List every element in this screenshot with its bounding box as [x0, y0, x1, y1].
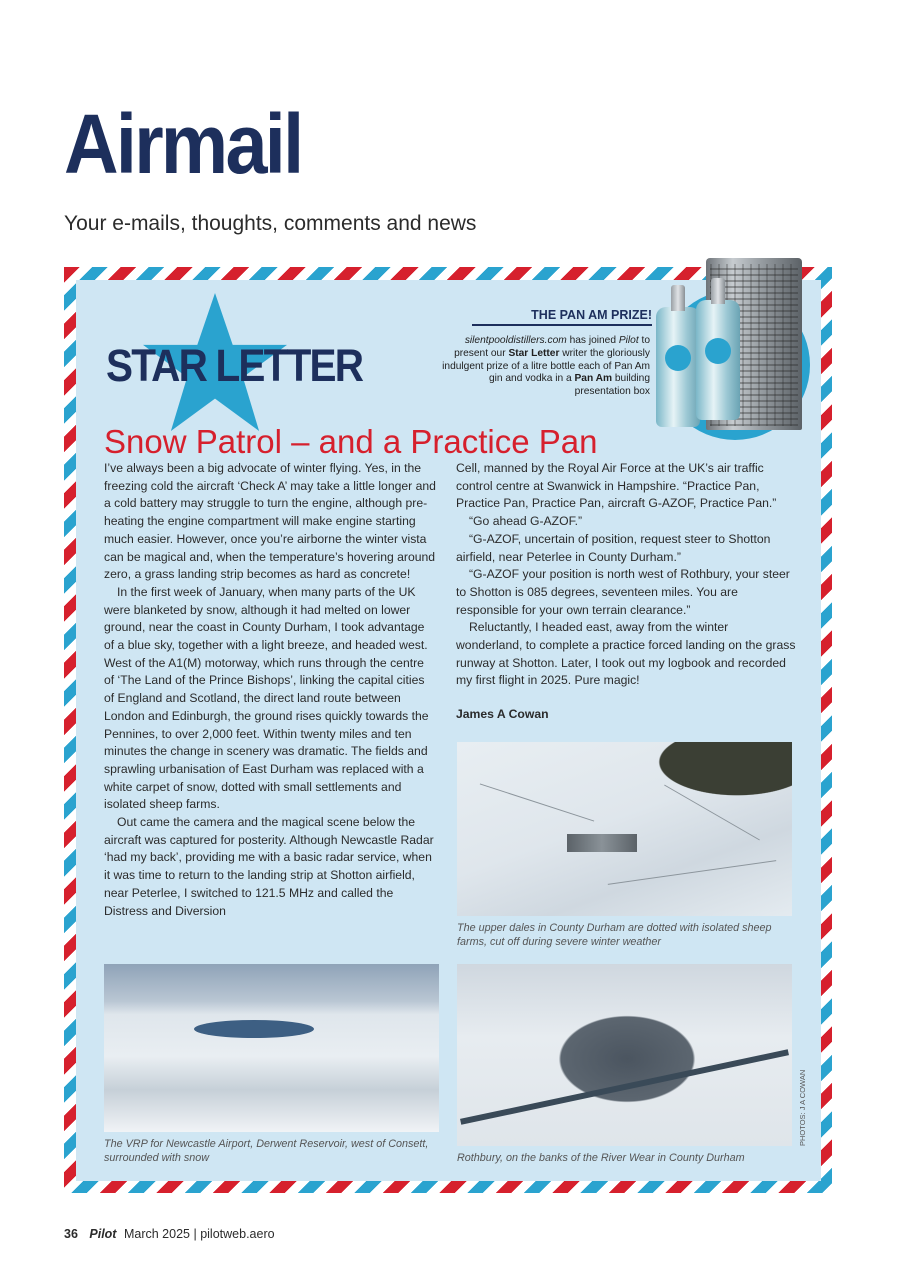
prize-divider	[472, 324, 652, 326]
paragraph: Reluctantly, I headed east, away from the winter wonderland, to complete a practice forced landing on the grass runway at Shotton. Later, I took out my logbook and recorded my first flight in 2025. Pure magic!	[456, 620, 796, 688]
photo-derwent-reservoir	[104, 964, 439, 1132]
article-author: James A Cowan	[456, 707, 549, 722]
footer-separator: |	[193, 1227, 197, 1241]
paragraph: Out came the camera and the magical scene below the aircraft was captured for posterity. Although Newcastle Radar ‘had my back’, providing me with a basic radar service, when it was time to return to the landing strip at Shotton airfield, near Peterlee, I switched to 121.5 MHz and called the Distress and Diversion	[104, 815, 434, 918]
page-footer	[64, 1227, 275, 1241]
star-letter-badge: STAR LETTER	[106, 340, 363, 391]
footer-magazine: Pilot	[89, 1227, 117, 1241]
prize-site: silentpooldistillers.com	[464, 335, 567, 346]
paragraph: I’ve always been a big advocate of winter flying. Yes, in the freezing cold the aircraft ‘Check A’ may take a little longer and a cold battery may struggle to turn the engine, although pre-heating the engine compartment will make engine starting much easier. However, once you’re airborne the winter vista can be magical and, when the temperature’s hovering around zero, a grass landing strip becomes as hard as concrete!	[104, 461, 436, 582]
photo-caption: The upper dales in County Durham are dotted with isolated sheep farms, cut off during severe winter weather	[457, 922, 772, 948]
photo-rothbury	[457, 964, 792, 1146]
vodka-bottle	[696, 300, 740, 420]
photo-upper-dales	[457, 742, 792, 916]
prize-magazine: Pilot	[618, 335, 639, 346]
photo-caption: Rothbury, on the banks of the River Wear in County Durham	[457, 1152, 745, 1164]
page-number: 36	[64, 1227, 78, 1241]
photo-caption: The VRP for Newcastle Airport, Derwent Reservoir, west of Consett, surrounded with snow	[104, 1138, 429, 1164]
paragraph: “Go ahead G-AZOF.”	[469, 514, 583, 529]
footer-issue: March 2025	[123, 1227, 190, 1241]
prize-description: silentpooldistillers.com has joined Pilot to present our Star Letter writer the gloriously indulgent prize of a litre bottle each of Pan Am gin and vodka in a Pan Am building presentation box	[442, 335, 650, 398]
page-subtitle: Your e-mails, thoughts, comments and news	[64, 212, 477, 235]
article-column-2	[456, 460, 796, 724]
gin-bottle	[656, 307, 700, 427]
paragraph: “G-AZOF, uncertain of position, request steer to Shotton airfield, near Peterlee in County Durham.”	[456, 531, 771, 564]
paragraph: In the first week of January, when many parts of the UK were blanketed by snow, although it had melted on lower ground, near the coast in County Durham, I took advantage of a blue sky, together with a light breeze, and headed west. West of the A1(M) motorway, which runs through the centre of ‘The Land of the Prince Bishops’, linking the capital cities of England and Scotland, the direct land route between London and Edinburgh, the ground rises quickly towards the Pennines, to over 2,000 feet. Within twenty miles and ten minutes the change in scenery was dramatic. The fields and sprawling urbanisation of East Durham was replaced with a white carpet of snow, dotted with small settlements and isolated sheep farms.	[104, 584, 429, 812]
paragraph: Cell, manned by the Royal Air Force at the UK’s air traffic control centre at Swanwick in Hampshire. “Practice Pan, Practice Pan, Practice Pan, aircraft G-AZOF, Practice Pan.”	[456, 461, 777, 511]
article-column-1	[104, 460, 436, 920]
paragraph: “G-AZOF your position is north west of Rothbury, your steer to Shotton is 085 degrees, seventeen miles. You are responsible for your own terrain clearance.”	[456, 567, 790, 617]
prize-title: THE PAN AM PRIZE!	[531, 308, 652, 322]
photo-credit: PHOTOS: J A COWAN	[798, 1069, 807, 1146]
article-headline: Snow Patrol – and a Practice Pan	[104, 423, 598, 460]
footer-site: pilotweb.aero	[200, 1227, 275, 1241]
page-title: Airmail	[64, 97, 302, 191]
